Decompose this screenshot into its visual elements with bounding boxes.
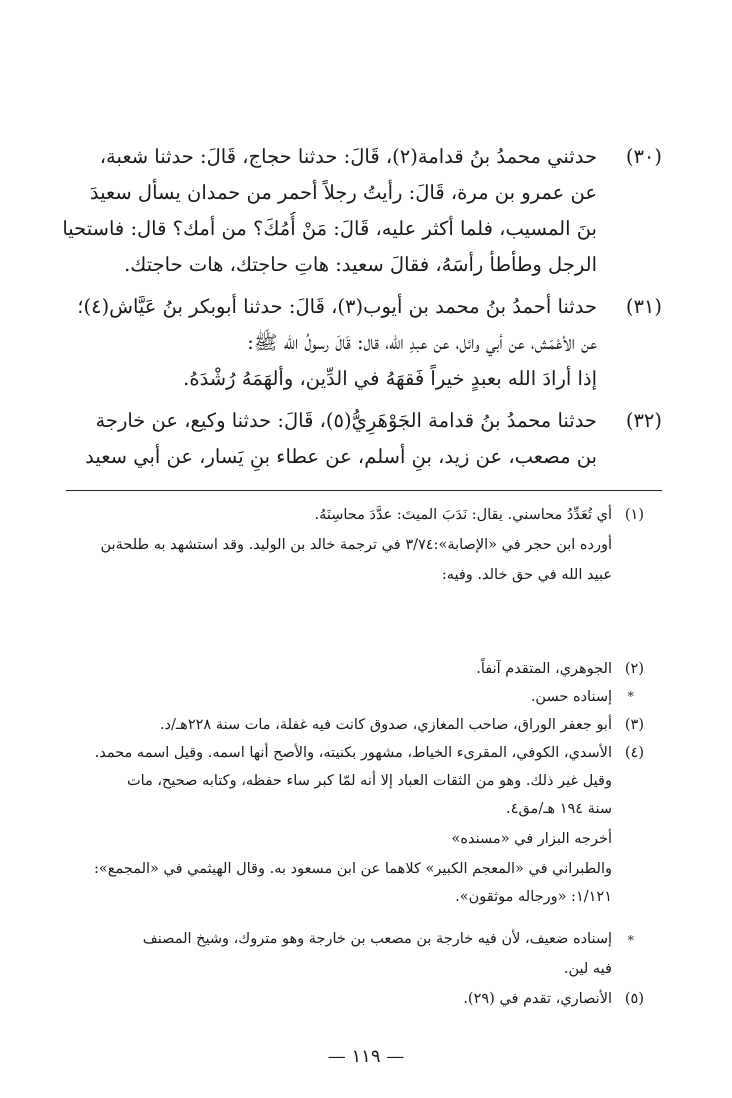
asterisk-marker: * <box>627 934 634 949</box>
hadith-line: بن مصعب، عن زيد، بنِ أسلم، عن عطاء بنِ يَسار، عن أبي سعيد <box>85 445 597 468</box>
footnote-line: الجوهري، المتقدم آنفاً. <box>476 661 612 677</box>
footnote-line: وقيل غير ذلك. وهو من الثقات العباد إلا أنه لمّا كبر ساء حفظه، وكتابه صحيح، مات <box>126 773 612 789</box>
footnote-marker: (٣) <box>624 717 644 733</box>
footnote-line: أبو جعفر الوراق، صاحب المغازي، صدوق كانت فيه غفلة، مات سنة ٢٢٨هـ/د. <box>159 717 612 733</box>
hadith-line: الرجل وطأطأ رأسَهُ، فقالَ سعيد: هاتِ حاجتك، هات حاجتك. <box>124 253 597 276</box>
hadith-line: عن الأعْمَش، عن أبي وائل، عن عبدِ الله، قال: قَالَ رسولُ الله ﷺ: <box>247 331 597 354</box>
page-number: — ١١٩ — <box>327 1046 405 1067</box>
footnote-marker: (٤) <box>624 745 644 761</box>
footnote-marker: (٢) <box>624 661 644 677</box>
footnote-line: الأنصاري، تقدم في (٢٩). <box>463 991 612 1007</box>
footnote-line: أخرجه البزار في «مسنده» <box>451 831 612 847</box>
footnote-line: إسناده حسن. <box>530 689 612 705</box>
footnote-line: أورده ابن حجر في «الإصابة»:٣/٧٤ في ترجمة خالد بن الوليد. وقد استشهد به طلحةبن <box>100 537 612 553</box>
footnote-line: فيه لين. <box>563 961 612 977</box>
footnote-separator <box>66 490 662 491</box>
footnote-marker: (١) <box>624 507 644 523</box>
hadith-line: عن عمرو بن مرة، قَالَ: رأيتُ رجلاً أحمر من حمدان يسأل سعيدَ <box>89 181 597 204</box>
footnote-marker: (٥) <box>624 991 644 1007</box>
hadith-line: حدثنا أحمدُ بنُ محمد بن أيوب(٣)، قَالَ: حدثنا أبوبكر بنُ عَيَّاش(٤)؛ <box>77 295 597 318</box>
hadith-line: بنَ المسيب، فلما أكثر عليه، قَالَ: مَنْ أُمُكَ؟ من أمك؟ قال: فاستحيا <box>62 217 597 240</box>
hadith-line: إذا أرادَ الله بعبدٍ خيراً فَقهَهُ في الدِّين، وألهَمَهُ رُشْدَهُ. <box>183 367 597 390</box>
hadith-number: (٣٢) <box>625 409 662 432</box>
footnote-line: ١/١٢١: «ورجاله موثقون». <box>455 889 612 905</box>
footnote-line: إسناده ضعيف، لأن فيه خارجة بن مصعب بن خارجة وهو متروك، وشيخ المصنف <box>142 931 612 947</box>
footnote-line: عبيد الله في حق خالد. وفيه: <box>441 567 612 583</box>
footnote-line: الأسدي، الكوفي، المقرىء الخياط، مشهور بكنيته، والأصح أنها اسمه. وقيل اسمه محمد. <box>94 745 612 761</box>
hadith-number: (٣١) <box>625 295 662 318</box>
footnote-line: أي تُعَدِّدُ محاسني. يقال: نَدَبَ الميتَ: عدَّدَ محاسِنَهُ. <box>314 507 612 523</box>
footnote-line: سنة ١٩٤ هـ/مق٤. <box>506 801 612 817</box>
footnote-line: والطبراني في «المعجم الكبير» كلاهما عن ابن مسعود به. وقال الهيثمي في «المجمع»: <box>93 861 612 877</box>
hadith-number: (٣٠) <box>625 145 662 168</box>
asterisk-marker: * <box>627 690 634 705</box>
hadith-line: حدثني محمدُ بنُ قدامة(٢)، قَالَ: حدثنا حجاج، قَالَ: حدثنا شعبة، <box>99 145 597 168</box>
hadith-line: حدثنا محمدُ بنُ قدامة الجَوْهَرِيُّ(٥)، قَالَ: حدثنا وكيع، عن خارجة <box>95 409 597 432</box>
